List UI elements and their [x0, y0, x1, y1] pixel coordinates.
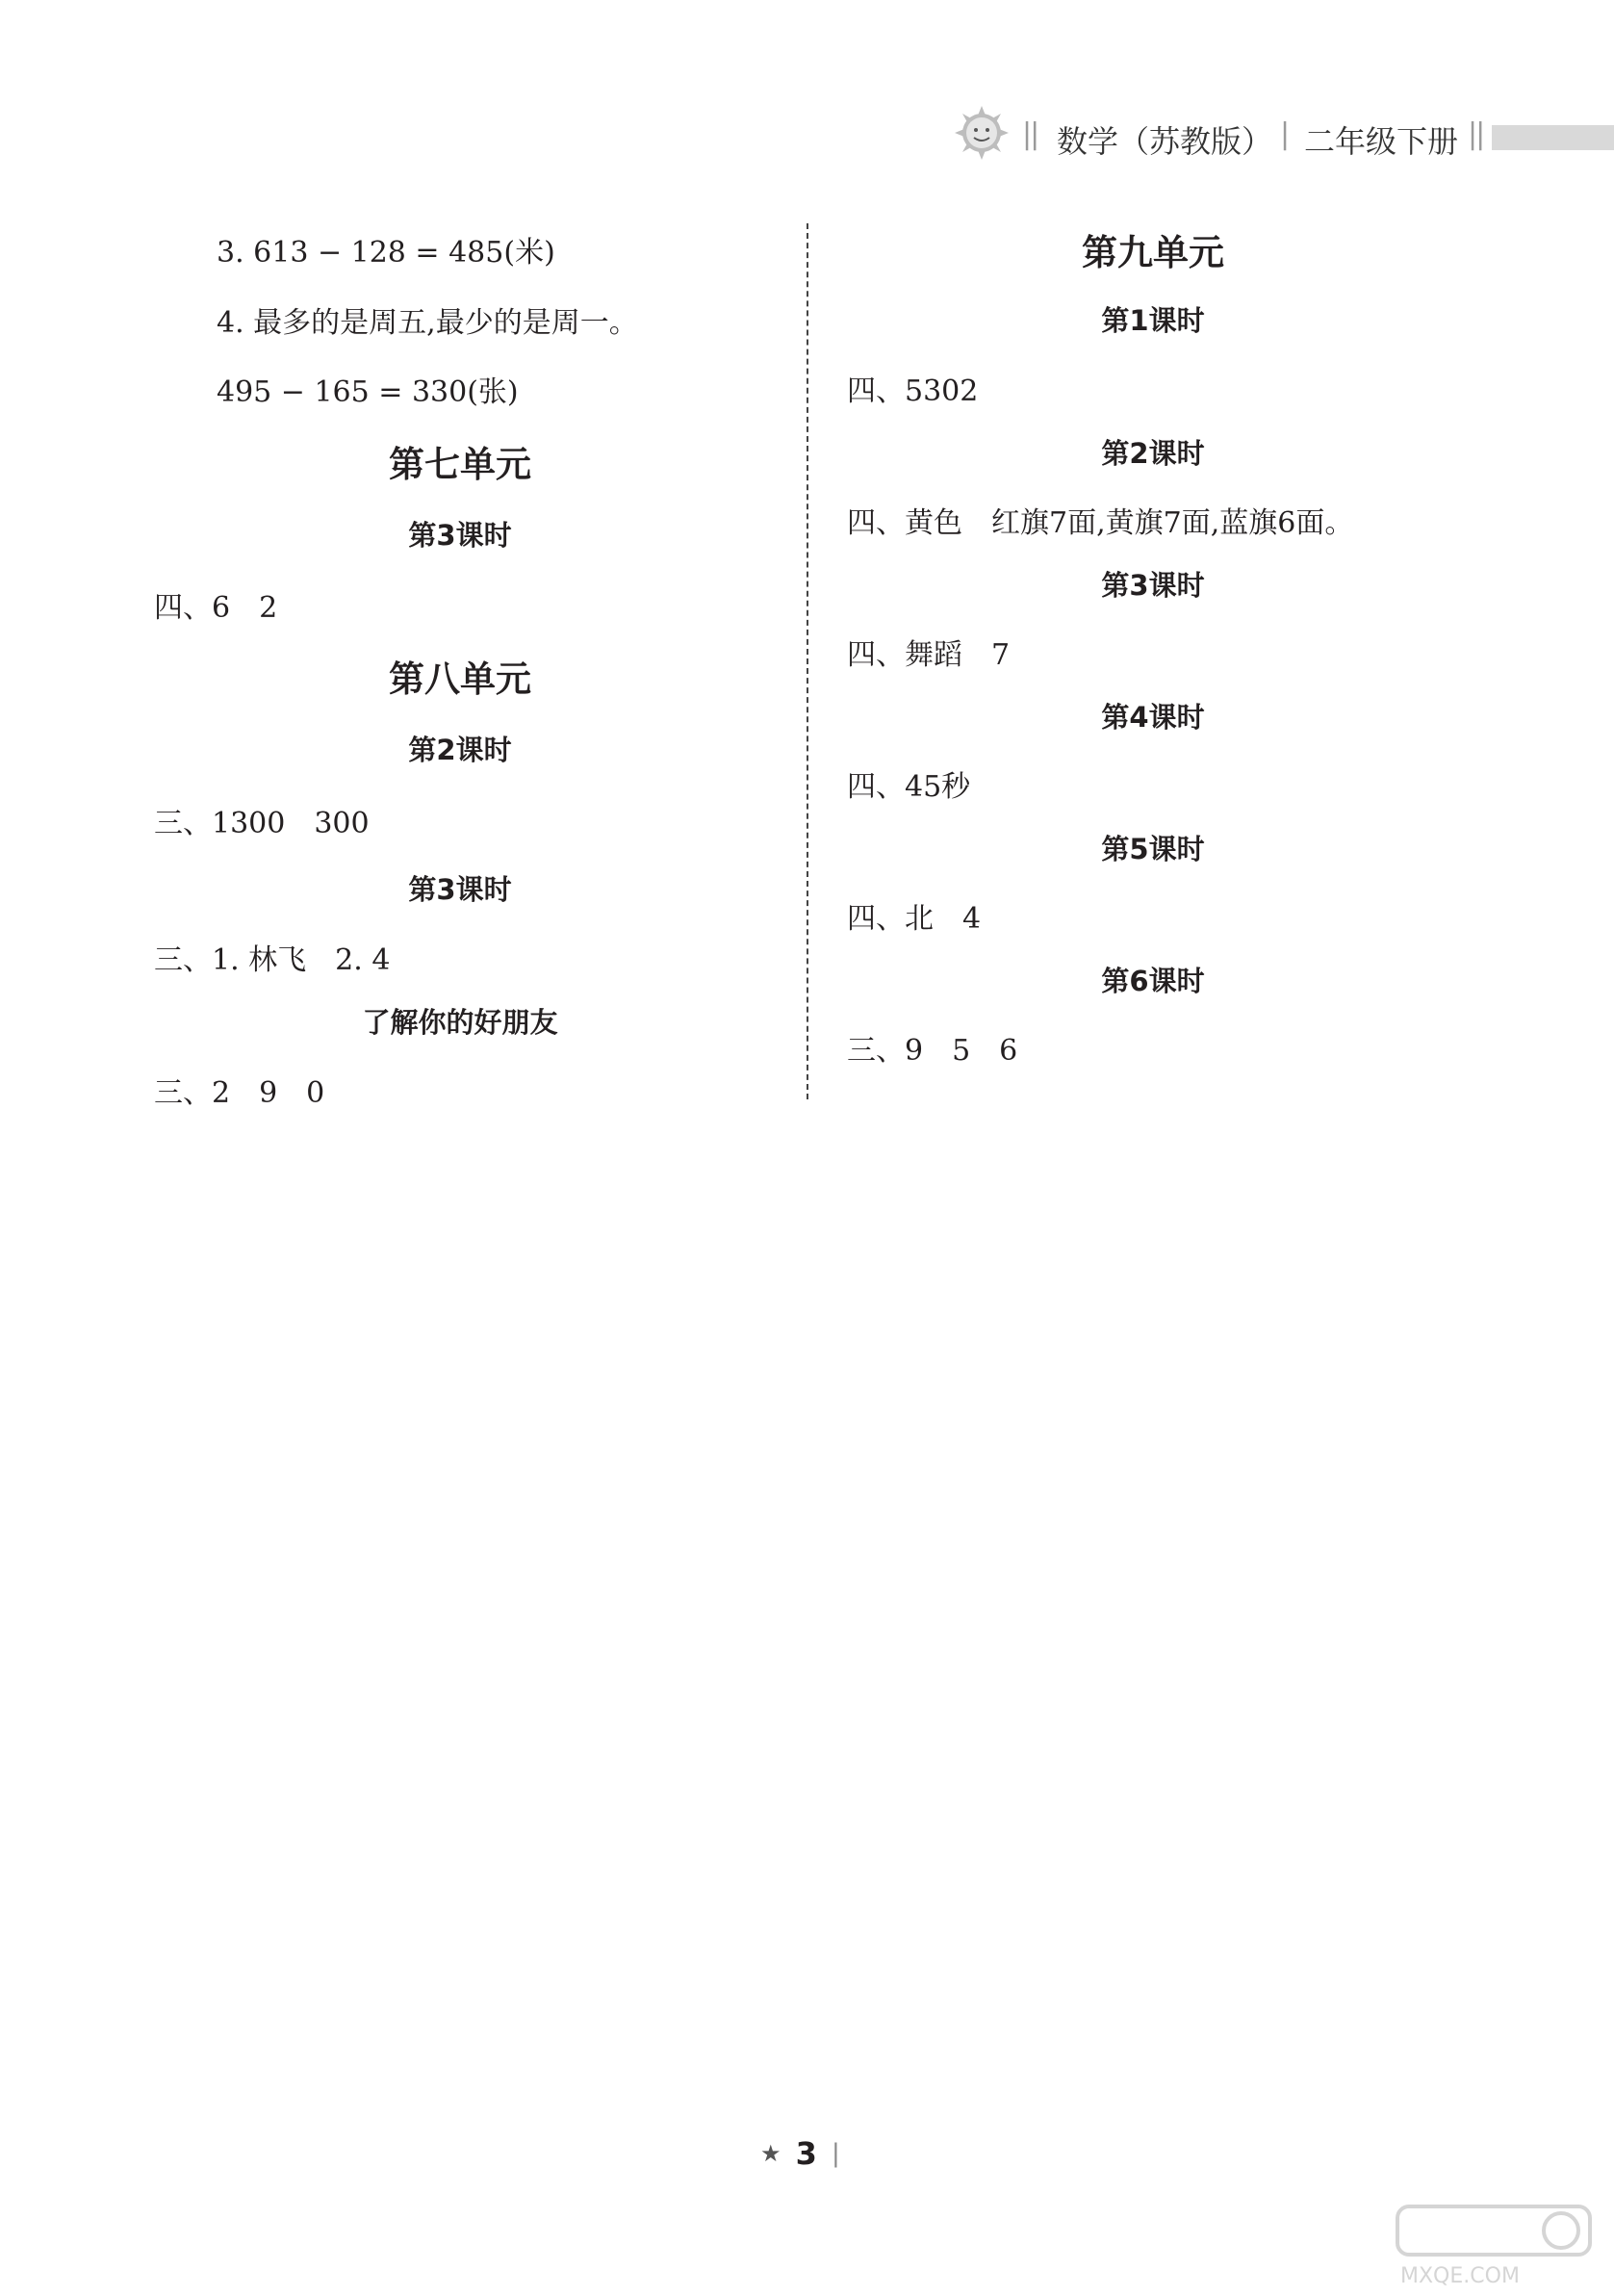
answer-line: 四、黄色 红旗7面,黄旗7面,蓝旗6面。 — [847, 506, 1354, 540]
answer-line: 三、1300 300 — [154, 807, 370, 840]
star-icon: ★ — [760, 2140, 781, 2167]
column-divider — [807, 223, 808, 1099]
header-grade: 二年级下册 — [1304, 123, 1459, 160]
answer-line: 四、5302 — [847, 374, 979, 408]
lesson-title: 第5课时 — [1101, 833, 1205, 865]
lesson-title: 第4课时 — [1101, 701, 1205, 734]
answer-line: 四、45秒 — [847, 770, 971, 804]
header-divider: | — [1280, 117, 1289, 151]
unit-title: 第九单元 — [1082, 232, 1224, 273]
answer-line: 三、1. 林飞 2. 4 — [154, 943, 391, 977]
answer-line: 四、北 4 — [847, 902, 982, 936]
sun-mascot-icon — [953, 104, 1011, 162]
answer-line: 四、6 2 — [154, 591, 278, 625]
answer-line: 495 − 165 = 330(张) — [217, 375, 519, 409]
answer-line: 三、2 9 0 — [154, 1076, 325, 1110]
unit-title: 第八单元 — [389, 658, 531, 700]
unit-title: 第七单元 — [389, 444, 531, 485]
answer-line: 4. 最多的是周五,最少的是周一。 — [217, 306, 638, 340]
lesson-title: 第3课时 — [1101, 569, 1205, 602]
header-divider: || — [1468, 117, 1484, 151]
footer-tick: | — [831, 2139, 840, 2168]
header-divider: || — [1022, 117, 1038, 151]
lesson-title: 第2课时 — [408, 734, 512, 766]
lesson-title: 了解你的好朋友 — [362, 1006, 558, 1039]
lesson-title: 第3课时 — [408, 519, 512, 552]
watermark-logo-icon — [1393, 2202, 1595, 2288]
page-header — [953, 104, 1614, 166]
page-footer — [760, 2135, 840, 2172]
lesson-title: 第2课时 — [1101, 437, 1205, 470]
page-number: 3 — [795, 2135, 817, 2172]
lesson-title: 第6课时 — [1101, 965, 1205, 997]
answer-line: 3. 613 − 128 = 485(米) — [217, 236, 555, 270]
answer-line: 四、舞蹈 7 — [847, 638, 1011, 672]
header-gray-strip — [1492, 125, 1614, 150]
watermark-text: MXQE.COM — [1400, 2264, 1520, 2288]
lesson-title: 第1课时 — [1101, 304, 1205, 337]
answer-line: 三、9 5 6 — [847, 1034, 1018, 1068]
header-subject: 数学（苏教版） — [1057, 123, 1273, 160]
lesson-title: 第3课时 — [408, 873, 512, 906]
